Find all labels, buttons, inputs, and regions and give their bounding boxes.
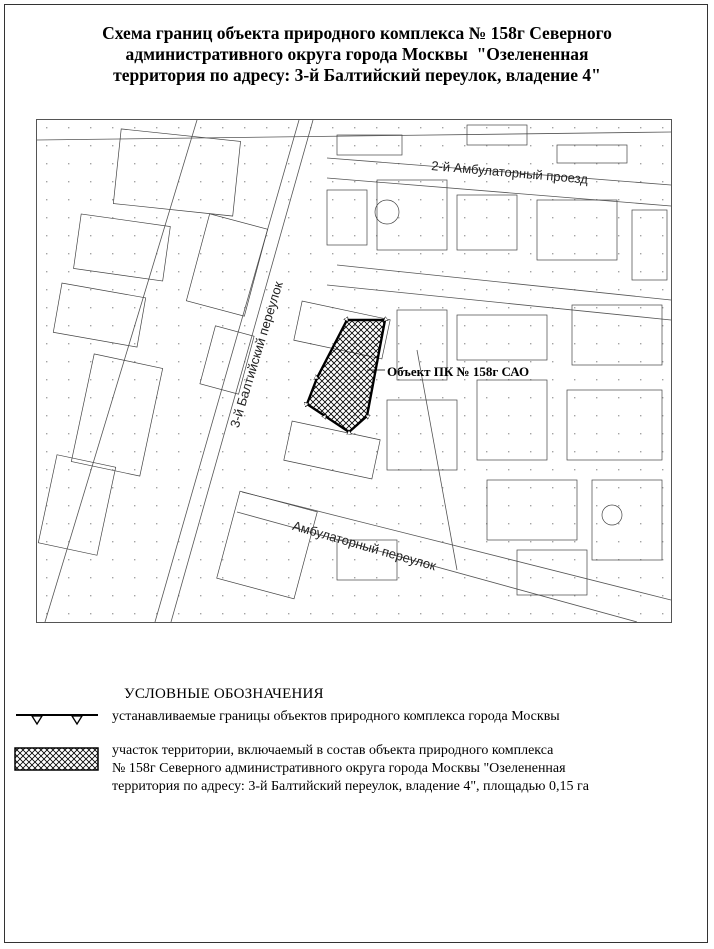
street-label-ambulatorny-pereulok: Амбулаторный переулок: [290, 518, 438, 574]
legend-area-line-1: участок территории, включаемый в состав объекта природного комплекса: [112, 743, 554, 758]
street-label-3-baltiysky-pereulok: 3-й Балтийский переулок: [227, 279, 286, 430]
legend-area-text: [112, 742, 589, 796]
title-line-1: Схема границ объекта природного комплекса № 158г Северного: [102, 23, 612, 43]
object-label: Объект ПК № 158г САО: [387, 364, 530, 379]
map-title: [20, 23, 694, 86]
legend-area-line-3: территория по адресу: 3-й Балтийский переулок, владение 4", площадью 0,15 га: [112, 779, 589, 794]
title-line-2: административного округа города Москвы "Озелененная: [125, 44, 589, 64]
legend-title: УСЛОВНЫЕ ОБОЗНАЧЕНИЯ: [124, 686, 324, 702]
map-area: [36, 119, 672, 623]
legend-boundary-text: устанавливаемые границы объектов природного комплекса города Москвы: [112, 709, 560, 724]
title-line-3: территория по адресу: 3-й Балтийский переулок, владение 4": [113, 65, 601, 85]
boundary-line-icon: [16, 708, 98, 730]
hatched-area-icon: [14, 747, 99, 771]
legend-area-line-2: № 158г Северного административного округа города Москвы "Озелененная: [112, 761, 566, 776]
street-label-2-ambulatorny-proezd: 2-й Амбулаторный проезд: [430, 158, 589, 187]
